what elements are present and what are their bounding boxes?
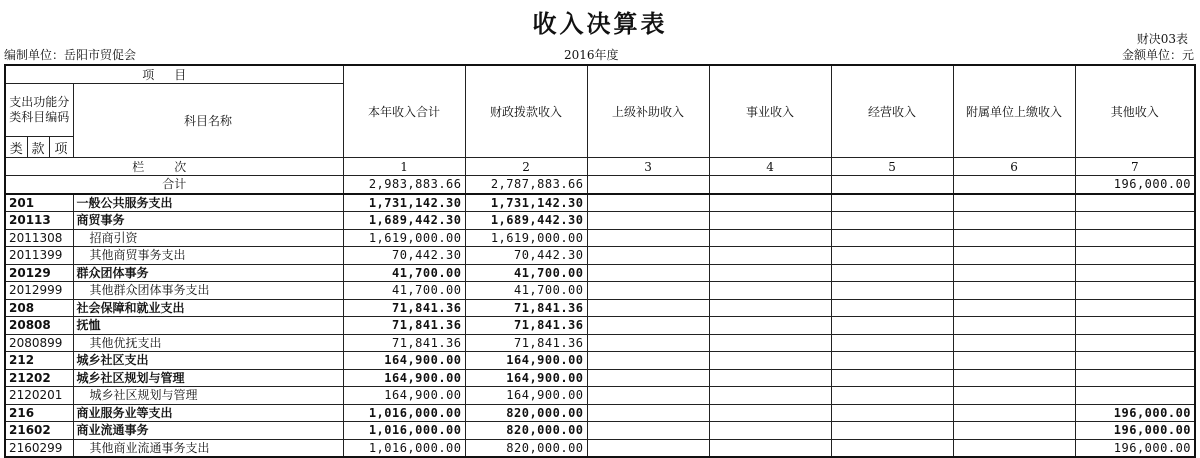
form-code: 财决03表 — [1136, 32, 1188, 46]
amount-cell: 71,841.36 — [465, 299, 587, 317]
subject-name: 其他商贸事务支出 — [73, 247, 343, 265]
amount-cell — [831, 334, 953, 352]
table-row — [5, 194, 1195, 212]
amount-cell — [709, 264, 831, 282]
header-xiang: 项 — [49, 137, 73, 158]
amount-cell — [953, 299, 1075, 317]
col-header-1: 本年收入合计 — [343, 65, 465, 158]
amount-cell: 164,900.00 — [465, 387, 587, 405]
amount-cell — [587, 352, 709, 370]
table-row — [5, 299, 1195, 317]
total-cell: 2,787,883.66 — [465, 176, 587, 194]
subject-code: 21202 — [5, 369, 73, 387]
amount-cell: 41,700.00 — [343, 264, 465, 282]
table-row — [5, 229, 1195, 247]
amount-cell — [709, 404, 831, 422]
amount-cell — [831, 212, 953, 230]
subject-name: 社会保障和就业支出 — [73, 299, 343, 317]
subject-code: 2160299 — [5, 439, 73, 457]
subject-name: 其他商业流通事务支出 — [73, 439, 343, 457]
amount-cell — [1075, 387, 1195, 405]
amount-cell — [1075, 299, 1195, 317]
amount-cell: 1,619,000.00 — [465, 229, 587, 247]
amount-cell — [1075, 352, 1195, 370]
subject-code: 2011308 — [5, 229, 73, 247]
subject-name: 其他群众团体事务支出 — [73, 282, 343, 300]
amount-cell — [709, 387, 831, 405]
amount-cell — [1075, 317, 1195, 335]
subject-name: 城乡社区支出 — [73, 352, 343, 370]
amount-cell: 41,700.00 — [465, 264, 587, 282]
amount-cell — [709, 422, 831, 440]
amount-cell — [831, 264, 953, 282]
amount-cell — [953, 439, 1075, 457]
subject-name: 抚恤 — [73, 317, 343, 335]
subject-code: 216 — [5, 404, 73, 422]
amount-cell — [1075, 334, 1195, 352]
amount-cell — [587, 212, 709, 230]
total-cell: 2,983,883.66 — [343, 176, 465, 194]
amount-cell — [831, 282, 953, 300]
amount-cell — [709, 194, 831, 212]
year-label: 2016年度 — [564, 48, 619, 62]
amount-cell: 71,841.36 — [343, 299, 465, 317]
amount-cell: 164,900.00 — [343, 352, 465, 370]
subject-code: 2011399 — [5, 247, 73, 265]
amount-cell — [587, 194, 709, 212]
amount-cell — [953, 352, 1075, 370]
amount-cell — [1075, 247, 1195, 265]
amount-cell — [953, 194, 1075, 212]
amount-cell — [953, 282, 1075, 300]
subject-name: 商业服务业等支出 — [73, 404, 343, 422]
total-cell — [709, 176, 831, 194]
table-row — [5, 212, 1195, 230]
amount-cell — [1075, 264, 1195, 282]
table-row — [5, 439, 1195, 457]
header-lei: 类 — [5, 137, 27, 158]
amount-cell — [953, 264, 1075, 282]
amount-cell — [831, 229, 953, 247]
amount-cell — [587, 264, 709, 282]
amount-cell: 71,841.36 — [343, 317, 465, 335]
amount-cell — [831, 352, 953, 370]
amount-cell: 164,900.00 — [465, 352, 587, 370]
amount-cell — [1075, 229, 1195, 247]
col-number-6: 6 — [953, 158, 1075, 176]
amount-cell — [1075, 282, 1195, 300]
amount-cell — [709, 282, 831, 300]
amount-cell: 1,016,000.00 — [343, 404, 465, 422]
subject-name-header: 科目名称 — [73, 84, 343, 158]
subject-name: 其他优抚支出 — [73, 334, 343, 352]
amount-cell — [709, 352, 831, 370]
amount-cell — [831, 439, 953, 457]
amount-cell: 70,442.30 — [465, 247, 587, 265]
total-cell — [831, 176, 953, 194]
table-row — [5, 387, 1195, 405]
amount-cell — [953, 422, 1075, 440]
subject-code: 2120201 — [5, 387, 73, 405]
income-table — [4, 64, 1196, 458]
lanci-header: 栏次 — [5, 158, 343, 176]
subject-code: 212 — [5, 352, 73, 370]
table-row — [5, 282, 1195, 300]
col-header-4: 事业收入 — [709, 65, 831, 158]
amount-cell: 71,841.36 — [465, 317, 587, 335]
amount-cell — [831, 422, 953, 440]
amount-cell: 1,689,442.30 — [343, 212, 465, 230]
amount-cell — [1075, 194, 1195, 212]
subject-code: 21602 — [5, 422, 73, 440]
amount-cell: 1,619,000.00 — [343, 229, 465, 247]
table-row — [5, 264, 1195, 282]
amount-cell: 1,731,142.30 — [343, 194, 465, 212]
amount-cell — [709, 334, 831, 352]
amount-cell — [709, 229, 831, 247]
amount-cell — [831, 247, 953, 265]
amount-cell — [831, 317, 953, 335]
col-number-4: 4 — [709, 158, 831, 176]
amount-cell: 71,841.36 — [343, 334, 465, 352]
table-row — [5, 422, 1195, 440]
page-title: 收入决算表 — [532, 9, 668, 38]
amount-cell: 164,900.00 — [343, 369, 465, 387]
unit-label: 金额单位：元 — [1121, 48, 1194, 62]
amount-cell: 70,442.30 — [343, 247, 465, 265]
subject-code: 20113 — [5, 212, 73, 230]
amount-cell: 196,000.00 — [1075, 439, 1195, 457]
subject-code: 20808 — [5, 317, 73, 335]
project-header: 项目 — [5, 65, 343, 84]
subject-name: 招商引资 — [73, 229, 343, 247]
amount-cell — [587, 229, 709, 247]
amount-cell — [587, 439, 709, 457]
total-cell — [587, 176, 709, 194]
total-label: 合计 — [5, 176, 343, 194]
subject-code: 2012999 — [5, 282, 73, 300]
amount-cell — [709, 317, 831, 335]
amount-cell — [587, 299, 709, 317]
amount-cell: 1,016,000.00 — [343, 422, 465, 440]
amount-cell: 164,900.00 — [465, 369, 587, 387]
table-row — [5, 317, 1195, 335]
table-row — [5, 334, 1195, 352]
subject-name: 群众团体事务 — [73, 264, 343, 282]
amount-cell — [587, 247, 709, 265]
col-number-7: 7 — [1075, 158, 1195, 176]
col-number-3: 3 — [587, 158, 709, 176]
subject-name: 一般公共服务支出 — [73, 194, 343, 212]
total-cell — [953, 176, 1075, 194]
amount-cell — [587, 422, 709, 440]
col-header-6: 附属单位上缴收入 — [953, 65, 1075, 158]
amount-cell — [1075, 212, 1195, 230]
subject-name: 商业流通事务 — [73, 422, 343, 440]
table-row — [5, 404, 1195, 422]
amount-cell: 196,000.00 — [1075, 404, 1195, 422]
table-row — [5, 369, 1195, 387]
meta-row — [4, 46, 1194, 62]
amount-cell: 1,689,442.30 — [465, 212, 587, 230]
amount-cell — [953, 334, 1075, 352]
amount-cell: 41,700.00 — [343, 282, 465, 300]
amount-cell: 820,000.00 — [465, 422, 587, 440]
subject-name: 城乡社区规划与管理 — [73, 369, 343, 387]
amount-cell — [953, 387, 1075, 405]
total-cell: 196,000.00 — [1075, 176, 1195, 194]
amount-cell — [587, 282, 709, 300]
amount-cell — [1075, 369, 1195, 387]
col-header-7: 其他收入 — [1075, 65, 1195, 158]
subject-code: 2080899 — [5, 334, 73, 352]
amount-cell: 1,016,000.00 — [343, 439, 465, 457]
amount-cell — [953, 247, 1075, 265]
table-row — [5, 247, 1195, 265]
amount-cell — [709, 212, 831, 230]
amount-cell — [831, 387, 953, 405]
amount-cell — [709, 247, 831, 265]
amount-cell — [587, 369, 709, 387]
amount-cell: 71,841.36 — [465, 334, 587, 352]
amount-cell — [831, 299, 953, 317]
table-row — [5, 352, 1195, 370]
col-number-1: 1 — [343, 158, 465, 176]
subject-name: 商贸事务 — [73, 212, 343, 230]
subject-code: 208 — [5, 299, 73, 317]
amount-cell — [587, 334, 709, 352]
header-kuan: 款 — [27, 137, 49, 158]
subject-code: 201 — [5, 194, 73, 212]
amount-cell: 164,900.00 — [343, 387, 465, 405]
amount-cell — [831, 369, 953, 387]
amount-cell — [587, 404, 709, 422]
amount-cell: 1,731,142.30 — [465, 194, 587, 212]
amount-cell — [587, 387, 709, 405]
amount-cell — [953, 404, 1075, 422]
category-code-header: 支出功能分类科目编码 — [5, 84, 73, 137]
org-label: 编制单位：岳阳市贸促会 — [4, 48, 137, 62]
col-header-3: 上级补助收入 — [587, 65, 709, 158]
subject-name: 城乡社区规划与管理 — [73, 387, 343, 405]
amount-cell — [831, 404, 953, 422]
total-row — [5, 176, 1195, 194]
amount-cell: 820,000.00 — [465, 439, 587, 457]
amount-cell: 820,000.00 — [465, 404, 587, 422]
subject-code: 20129 — [5, 264, 73, 282]
amount-cell — [709, 439, 831, 457]
amount-cell — [709, 369, 831, 387]
col-header-5: 经营收入 — [831, 65, 953, 158]
amount-cell — [831, 194, 953, 212]
amount-cell — [953, 229, 1075, 247]
col-number-2: 2 — [465, 158, 587, 176]
amount-cell: 41,700.00 — [465, 282, 587, 300]
amount-cell: 196,000.00 — [1075, 422, 1195, 440]
amount-cell — [953, 317, 1075, 335]
col-header-2: 财政拨款收入 — [465, 65, 587, 158]
amount-cell — [953, 369, 1075, 387]
col-number-5: 5 — [831, 158, 953, 176]
amount-cell — [709, 299, 831, 317]
amount-cell — [953, 212, 1075, 230]
amount-cell — [587, 317, 709, 335]
